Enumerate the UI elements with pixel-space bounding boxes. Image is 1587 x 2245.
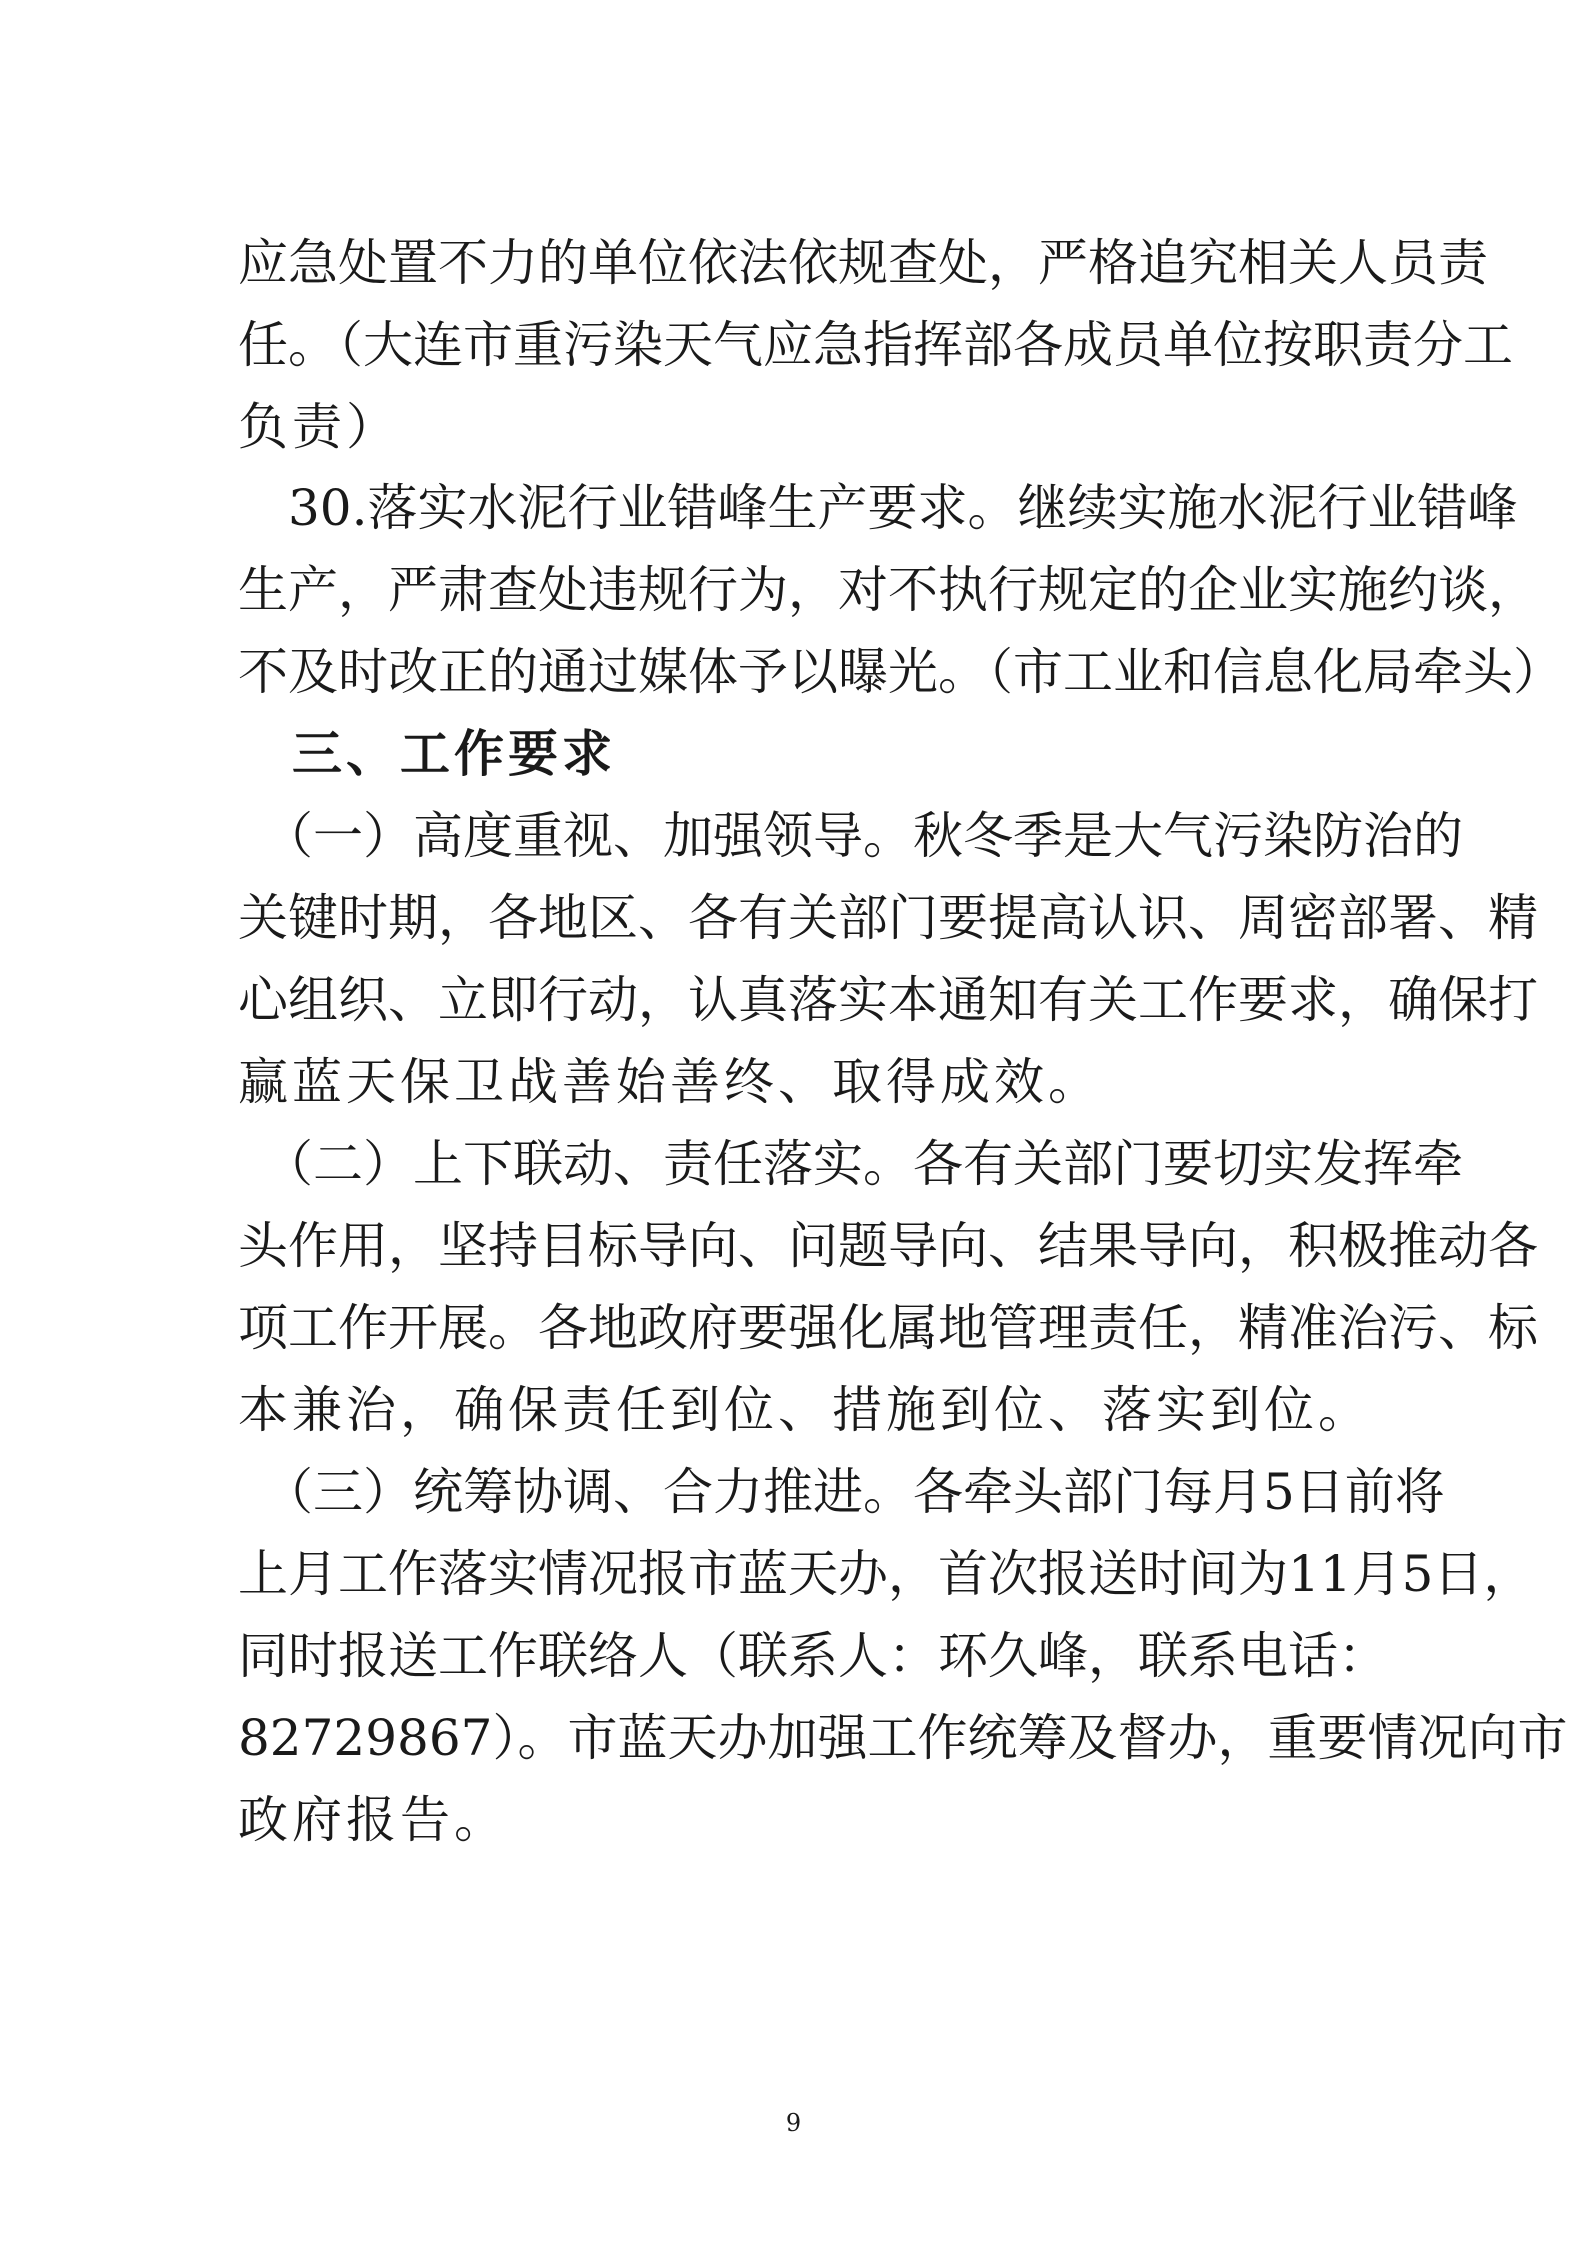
body-line: 负责） [238,398,400,456]
body-line: 不及时改正的通过媒体予以曝光。（市工业和信息化局牵头） [238,643,1563,701]
subsection-3-line: （三）统筹协调、合力推进。各牵头部门每月5日前将 [238,1463,1445,1521]
item-30-line: 30.落实水泥行业错峰生产要求。继续实施水泥行业错峰 [238,479,1518,537]
page-number: 9 [785,2109,802,2137]
body-line: 心组织、立即行动，认真落实本通知有关工作要求，确保打 [238,971,1538,1029]
body-line: 任。（大连市重污染天气应急指挥部各成员单位按职责分工 [238,316,1513,374]
body-line: 应急处置不力的单位依法依规查处，严格追究相关人员责 [238,234,1488,292]
body-line: 政府报告。 [238,1791,508,1849]
subsection-2-line: （二）上下联动、责任落实。各有关部门要切实发挥牵 [238,1135,1463,1193]
body-line: 项工作开展。各地政府要强化属地管理责任，精准治污、标 [238,1299,1538,1357]
body-line: 同时报送工作联络人（联系人：环久峰，联系电话： [238,1627,1388,1685]
section-heading: 三、工作要求 [238,725,616,783]
body-line: 关键时期，各地区、各有关部门要提高认识、周密部署、精 [238,889,1538,947]
body-line: 赢蓝天保卫战善始善终、取得成效。 [238,1053,1102,1111]
subsection-1-line: （一）高度重视、加强领导。秋冬季是大气污染防治的 [238,807,1463,865]
body-line: 82729867）。市蓝天办加强工作统筹及督办，重要情况向市 [238,1709,1568,1767]
body-line: 生产，严肃查处违规行为，对不执行规定的企业实施约谈， [238,561,1538,619]
body-line: 上月工作落实情况报市蓝天办，首次报送时间为11月5日， [238,1545,1534,1603]
body-line: 头作用，坚持目标导向、问题导向、结果导向，积极推动各 [238,1217,1538,1275]
body-line: 本兼治，确保责任到位、措施到位、落实到位。 [238,1381,1372,1439]
